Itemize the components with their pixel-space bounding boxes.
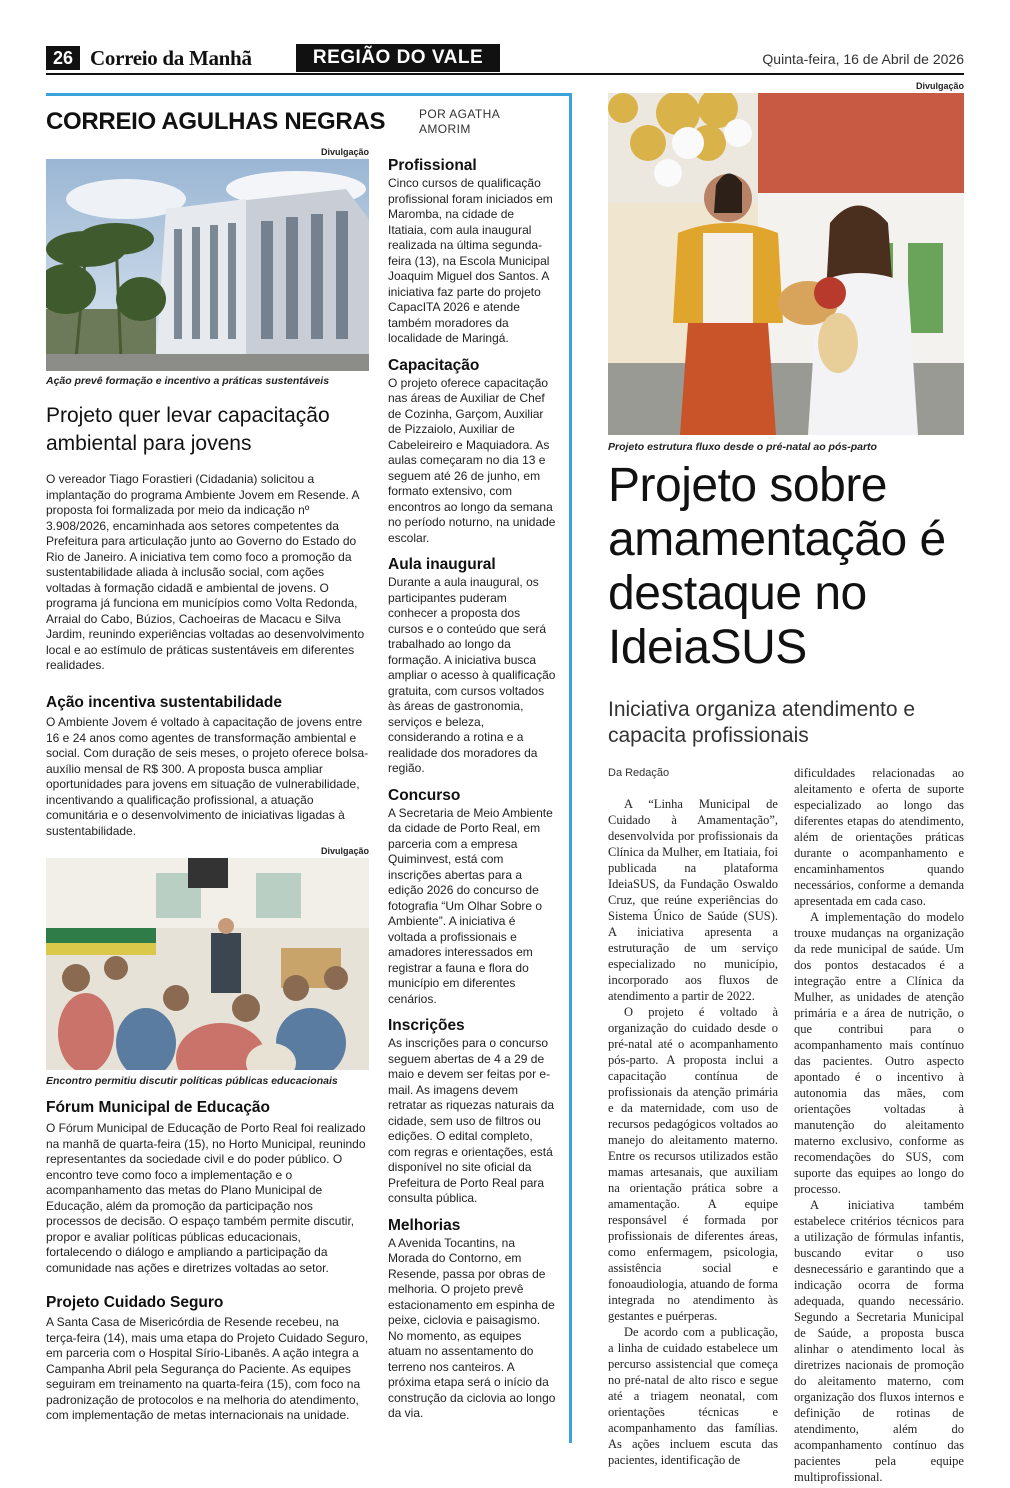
article-body: Durante a aula inaugural, os participantes puderam conhecer a proposta dos cursos e o conteúdo que será trabalhado ao longo da formação. A iniciativa busca ampliar o acesso à qualificação gratuita, com cursos voltados às áreas de gastronomia, serviços e beleza, considerando a rotina e a realidade dos moradores da região.	[388, 575, 556, 775]
header-rule	[46, 73, 964, 75]
subheading: Capacitação	[388, 356, 480, 374]
building-photo	[46, 159, 369, 371]
subheading: Aula inaugural	[388, 556, 496, 573]
subheading: Melhorias	[388, 1216, 461, 1234]
column-box-top-border	[46, 93, 572, 96]
article-body: O projeto oferece capacitação nas áreas de Auxiliar de Chef de Cozinha, Garçom, Auxiliar de Pizzaiolo, Auxiliar de Cabeleireiro e Maquiadora. As aulas começaram no dia 13 e seguem até 26 de junho, em formato extensivo, com encontros ao longo da semana no período noturno, na unidade escolar.	[388, 375, 556, 545]
article-body: A implementação do modelo trouxe mudanças na organização da rede municipal de saúde. Um dos pontos destacados é a integração entre a Clínica da Mulher, as unidades de atenção primária e a área de nutrição, o que contribui para o acompanhamento mais contínuo das pacientes. Outro aspecto apontado é o incentivo à autonomia das mães, com orientações voltadas à manutenção do aleitamento materno exclusivo, conforme as recomendações do SUS, com suporte das equipes ao longo do processo.	[794, 910, 964, 1196]
forum-photo	[46, 858, 369, 1070]
subheading: Profissional	[388, 157, 477, 174]
photo-credit: Divulgação	[915, 81, 964, 91]
subheading: Ação incentiva sustentabilidade	[46, 694, 283, 711]
subheading: Inscrições	[388, 1017, 465, 1034]
main-article-column-2	[794, 765, 964, 1485]
article-body: A Secretaria de Meio Ambiente da cidade de Porto Real, em parceria com a empresa Quiminvest, está com inscrições abertas para a edição 2026 do concurso de fotografia “Um Olhar Sobre o Ambiente”. A iniciativa é voltada a profissionais e amadores interessados em registrar a fauna e flora do município em diferentes cenários.	[388, 805, 553, 1006]
article-body: De acordo com a publicação, a linha de cuidado estabelece um percurso assistencial que começa no pré-natal de alto risco e segue até a triagem neonatal, com orientações técnicas e acompanhamento das famílias. As ações incluem escuta das pacientes, identificação de	[608, 1325, 778, 1467]
photo-caption: Ação prevê formação e incentivo a práticas sustentáveis	[46, 375, 330, 387]
photo-caption: Encontro permitiu discutir políticas públicas educacionais	[46, 1075, 338, 1087]
main-article-column-1	[608, 796, 778, 1468]
article-body: O Fórum Municipal de Educação de Porto Real foi realizado na manhã de quarta-feira (15), no Horto Municipal, reunindo representantes da sociedade civil e do poder público. O encontro teve como foco a implementação e o acompanhamento das metas do Plano Municipal de Educação, além da promoção da participação nos processos de decisão. O espaço também permite discutir, propor e avaliar políticas públicas educacionais, fortalecendo o diálogo e ampliando a participação da comunidade nas ações e diretrizes voltadas ao setor.	[46, 1121, 366, 1275]
subheading: Fórum Municipal de Educação	[46, 1099, 270, 1116]
article-body: O Ambiente Jovem é voltado à capacitação de jovens entre 16 e 24 anos como agentes de transformação ambiental e social. Com duração de seis meses, o projeto oferece bolsa-auxílio mensal de R$ 300. A proposta busca ampliar oportunidades para jovens em situação de vulnerabilidade, incentivando a qualificação profissional, a atuação comunitária e o desenvolvimento de iniciativas ligadas à sustentabilidade.	[46, 715, 369, 838]
photo-credit: Divulgação	[320, 846, 369, 856]
article-headline: Projeto quer levar capacitação ambiental para jovens	[46, 404, 330, 455]
main-headline: Projeto sobre amamentação é destaque no IdeiaSUS	[608, 459, 946, 674]
article-body: A iniciativa também estabelece critérios técnicos para a utilização de fórmulas infantis, buscando evitar o uso desnecessário e garantindo que a indicação ocorra de forma adequada, quando necessário. Segundo a Secretaria Municipal de Saúde, a proposta busca alinhar o atendimento local às diretrizes nacionais de promoção do aleitamento materno, com organização dos fluxos internos e definição de rotinas de atendimento, além do acompanhamento contínuo das pacientes pela equipe multiprofissional.	[794, 1198, 964, 1484]
subheadline: Iniciativa organiza atendimento e capacita profissionais	[608, 698, 916, 747]
article-body: O vereador Tiago Forastieri (Cidadania) solicitou a implantação do programa Ambiente Jovem em Resende. A proposta foi formalizada por meio da indicação nº 3.908/2026, encaminhada aos setores competentes da Prefeitura para articulação junto ao Governo do Estado do Rio de Janeiro. A iniciativa tem como foco a promoção da sustentabilidade aliada à inclusão social, com ações voltadas à formação cidadã e ambiental de jovens. O programa já funciona em municípios como Volta Redonda, Arraial do Cabo, Búzios, Cachoeiras de Macacu e Silva Jardim, reunindo experiências voltadas ao desenvolvimento local e ao estímulo de práticas sustentáveis em diferentes realidades.	[46, 472, 365, 672]
subheading: Projeto Cuidado Seguro	[46, 1294, 224, 1311]
article-body: As inscrições para o concurso seguem abertas de 4 a 29 de maio e devem ser feitas por e-mail. As imagens devem retratar as riquezas naturais da cidade, sem uso de filtros ou edições. O edital completo, com regras e orientações, está disponível no site oficial da Prefeitura de Porto Real para consulta pública.	[388, 1036, 555, 1205]
issue-date: Quinta-feira, 16 de Abril de 2026	[762, 51, 964, 67]
column-title: CORREIO AGULHAS NEGRAS	[46, 108, 386, 135]
subheading: Concurso	[388, 786, 461, 804]
article-body: A “Linha Municipal de Cuidado à Amamentação”, desenvolvida por profissionais da Clínica da Mulher, em Itatiaia, foi publicada na plataforma IdeiaSUS, da Fundação Oswaldo Cruz, que reúne experiências do Sistema Único de Saúde (SUS). A iniciativa apresenta a estruturação de um serviço especializado no município, incorporado aos fluxos de atendimento a partir de 2022.	[608, 797, 778, 1003]
article-body: A Santa Casa de Misericórdia de Resende recebeu, na terça-feira (14), mais uma etapa do Projeto Cuidado Seguro, em parceria com o Hospital Sírio-Libanês. A ação integra a Campanha Abril pela Segurança do Paciente. As equipes seguiram em treinamento na quarta-feira (15), com foco na padronização de protocolos e na melhoria do atendimento, com implementação de metas internacionais na unidade.	[46, 1315, 369, 1422]
page-number: 26	[46, 46, 80, 70]
photo-caption: Projeto estrutura fluxo desde o pré-natal ao pós-parto	[608, 441, 877, 453]
article-byline: Da Redação	[608, 767, 670, 779]
article-body: dificuldades relacionadas ao aleitamento e oferta de suporte especializado ao longo das diferentes etapas do atendimento, além de orientações práticas durante o acompanhamento e encaminhamentos quando necessários, conforme a demanda apresentada em cada caso.	[794, 766, 964, 908]
section-title: REGIÃO DO VALE	[296, 44, 500, 72]
article-body: Cinco cursos de qualificação profissional foram iniciados em Maromba, na cidade de Itatiaia, com aula inaugural realizada na última segunda-feira (13), na Escola Municipal Joaquim Miguel dos Santos. A iniciativa faz parte do projeto CapacITA 2026 e atende também moradores da localidade de Maringá.	[388, 176, 553, 345]
breastfeeding-project-photo	[608, 93, 964, 435]
article-body: O projeto é voltado à organização do cuidado desde o pré-natal até o acompanhamento pós-parto. A proposta inclui a capacitação contínua de profissionais da atenção primária e da maternidade, com uso de recursos pedagógicos voltados ao manejo do aleitamento materno. Entre os recursos utilizados estão mamas artesanais, que auxiliam na orientação prática sobre a amamentação. A equipe responsável é formada por profissionais de diferentes áreas, como enfermagem, psicologia, assistência social e fonoaudiologia, atuando de forma integrada no atendimento às gestantes e puérperas.	[608, 1005, 778, 1323]
photo-credit: Divulgação	[320, 147, 369, 157]
article-body: A Avenida Tocantins, na Morada do Contorno, em Resende, passa por obras de melhoria. O projeto prevê estacionamento em espinha de peixe, ciclovia e paisagismo. No momento, as equipes atuam no assentamento do terreno nos canteiros. A próxima etapa será o início da construção da ciclovia ao longo da via.	[388, 1235, 556, 1420]
column-box-right-border	[569, 93, 572, 1443]
column-byline: POR AGATHA AMORIM	[419, 107, 500, 136]
newspaper-name: Correio da Manhã	[90, 46, 252, 70]
middle-column	[388, 156, 556, 1422]
